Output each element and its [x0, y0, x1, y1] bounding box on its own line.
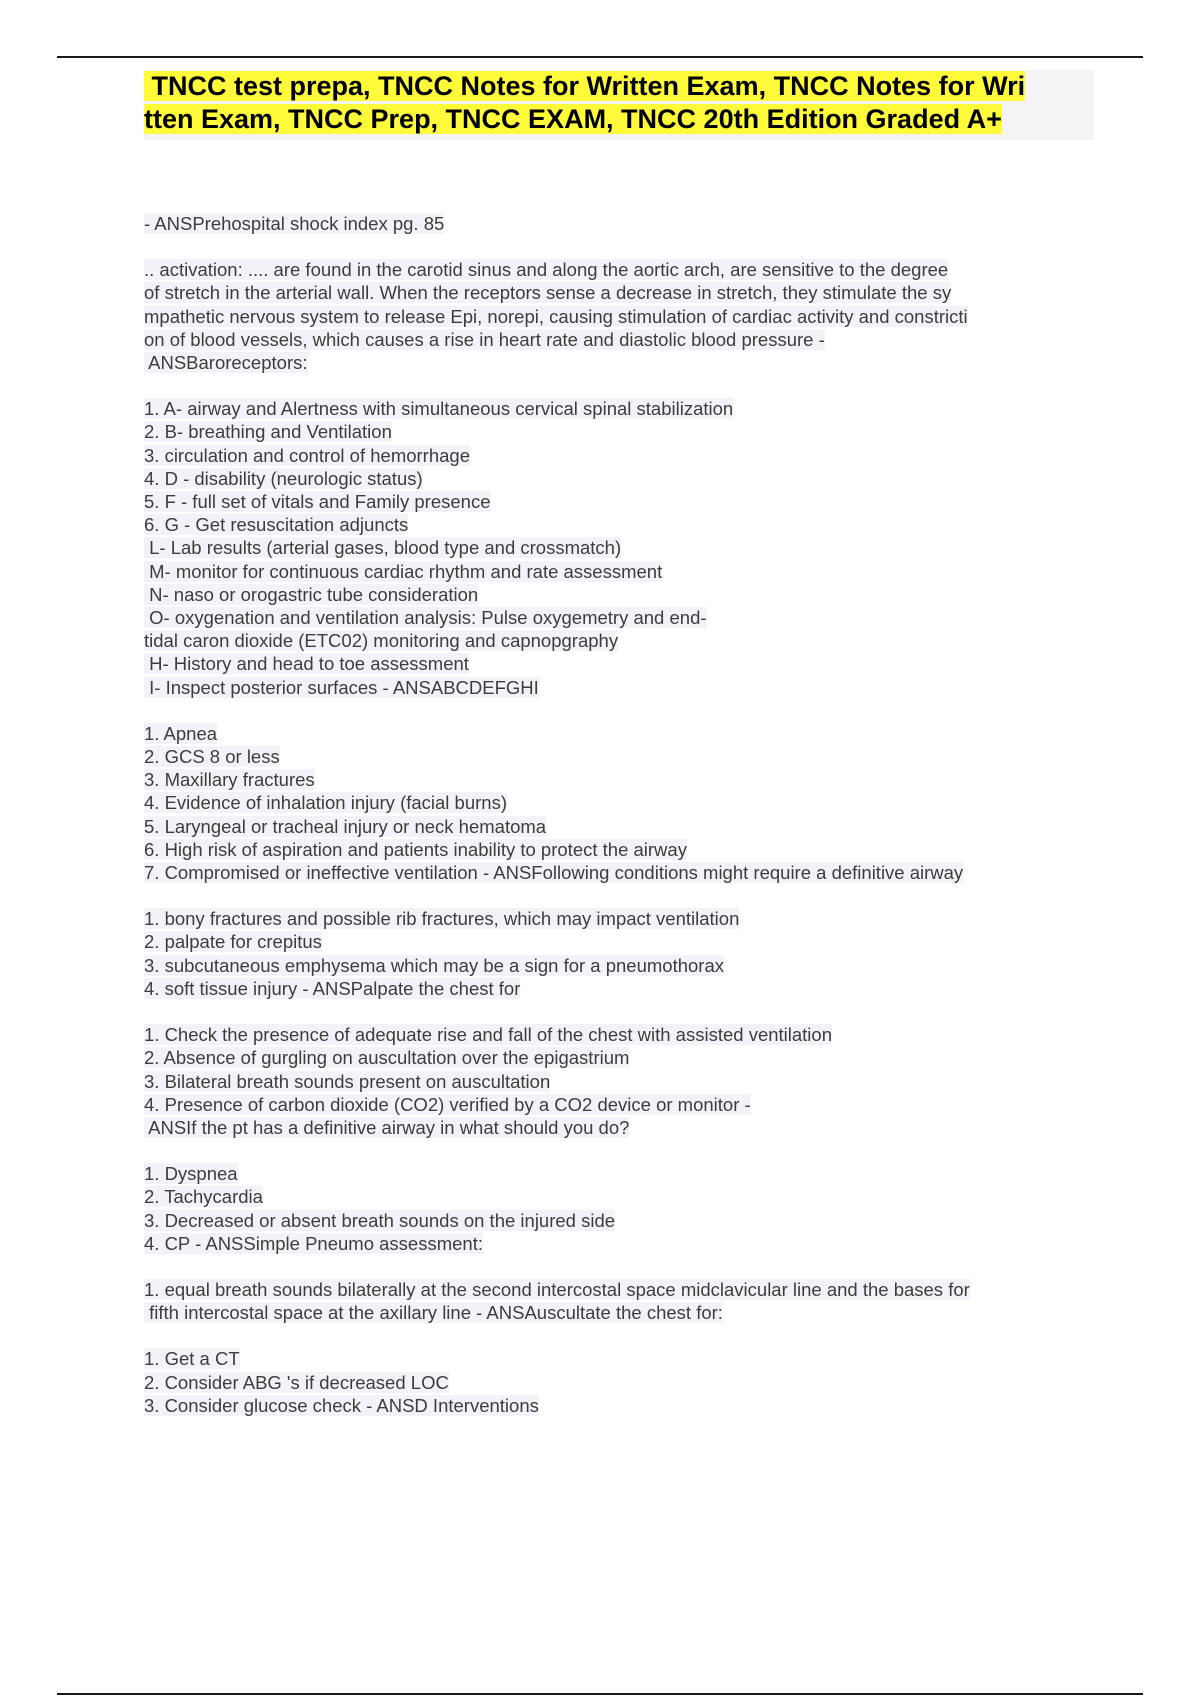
- text-line: 3. Consider glucose check - ANSD Interventions: [144, 1394, 539, 1416]
- text-line: mpathetic nervous system to release Epi, norepi, causing stimulation of cardiac activity and constricti: [144, 305, 968, 327]
- text-line: M- monitor for continuous cardiac rhythm and rate assessment: [144, 560, 663, 582]
- text-line: 5. F - full set of vitals and Family presence: [144, 491, 491, 513]
- document-title: [144, 70, 1094, 140]
- text-line: 1. bony fractures and possible rib fractures, which may impact ventilation: [144, 908, 740, 930]
- text-paragraph: [144, 1347, 1084, 1417]
- text-line: 2. B- breathing and Ventilation: [144, 421, 392, 443]
- text-paragraph: [144, 907, 1084, 1000]
- text-line: H- History and head to toe assessment: [144, 653, 469, 675]
- text-line: 2. GCS 8 or less: [144, 746, 280, 768]
- text-line: - ANSPrehospital shock index pg. 85: [144, 213, 445, 234]
- text-line: 6. G - Get resuscitation adjuncts: [144, 514, 409, 536]
- text-paragraph: [144, 722, 1084, 884]
- text-line: 3. circulation and control of hemorrhage: [144, 444, 470, 466]
- text-line: O- oxygenation and ventilation analysis: Pulse oxygemetry and end-: [144, 607, 707, 629]
- text-line: 1. Get a CT: [144, 1348, 240, 1370]
- text-line: 2. Tachycardia: [144, 1186, 263, 1208]
- text-paragraph: [144, 212, 1084, 235]
- text-paragraph: [144, 258, 1084, 374]
- text-line: 2. Absence of gurgling on auscultation over the epigastrium: [144, 1047, 630, 1069]
- title-line: tten Exam, TNCC Prep, TNCC EXAM, TNCC 20th Edition Graded A+: [144, 104, 1002, 134]
- text-line: 2. Consider ABG 's if decreased LOC: [144, 1371, 449, 1393]
- text-line: 4. Presence of carbon dioxide (CO2) verified by a CO2 device or monitor -: [144, 1093, 751, 1115]
- text-line: 1. A- airway and Alertness with simultaneous cervical spinal stabilization: [144, 398, 734, 420]
- text-line: 5. Laryngeal or tracheal injury or neck hematoma: [144, 815, 547, 837]
- text-line: 4. D - disability (neurologic status): [144, 467, 423, 489]
- text-line: I- Inspect posterior surfaces - ANSABCDEFGHI: [144, 676, 539, 698]
- text-line: 4. Evidence of inhalation injury (facial burns): [144, 792, 507, 814]
- text-line: 1. Dyspnea: [144, 1163, 238, 1185]
- text-line: 7. Compromised or ineffective ventilation - ANSFollowing conditions might require a definitive airway: [144, 862, 964, 884]
- text-paragraph: [144, 397, 1084, 699]
- text-paragraph: [144, 1023, 1084, 1139]
- text-line: ANSIf the pt has a definitive airway in what should you do?: [144, 1116, 630, 1138]
- text-line: 3. subcutaneous emphysema which may be a sign for a pneumothorax: [144, 954, 724, 976]
- document-body: [144, 212, 1084, 1440]
- text-line: 6. High risk of aspiration and patients inability to protect the airway: [144, 838, 687, 860]
- text-line: L- Lab results (arterial gases, blood type and crossmatch): [144, 537, 622, 559]
- text-line: 2. palpate for crepitus: [144, 931, 322, 953]
- bottom-rule: [57, 1693, 1143, 1695]
- text-paragraph: [144, 1162, 1084, 1255]
- text-line: on of blood vessels, which causes a rise in heart rate and diastolic blood pressure -: [144, 328, 825, 350]
- text-line: 4. soft tissue injury - ANSPalpate the chest for: [144, 977, 521, 999]
- text-line: 3. Maxillary fractures: [144, 769, 315, 791]
- text-line: 1. Check the presence of adequate rise and fall of the chest with assisted ventilation: [144, 1024, 832, 1046]
- text-line: 1. equal breath sounds bilaterally at the second intercostal space midclavicular line and the bases for: [144, 1278, 970, 1300]
- text-line: 1. Apnea: [144, 722, 218, 744]
- text-line: tidal caron dioxide (ETC02) monitoring and capnopgraphy: [144, 630, 619, 652]
- text-line: fifth intercostal space at the axillary line - ANSAuscultate the chest for:: [144, 1302, 723, 1324]
- text-paragraph: [144, 1278, 1084, 1324]
- text-line: 4. CP - ANSSimple Pneumo assessment:: [144, 1232, 483, 1254]
- text-line: of stretch in the arterial wall. When the receptors sense a decrease in stretch, they stimulate the sy: [144, 282, 952, 304]
- text-line: 3. Decreased or absent breath sounds on the injured side: [144, 1209, 616, 1231]
- title-line: TNCC test prepa, TNCC Notes for Written Exam, TNCC Notes for Wri: [144, 71, 1026, 101]
- text-line: ANSBaroreceptors:: [144, 352, 308, 374]
- text-line: 3. Bilateral breath sounds present on auscultation: [144, 1070, 551, 1092]
- top-rule: [57, 56, 1143, 58]
- text-line: .. activation: .... are found in the carotid sinus and along the aortic arch, are sensitive to the degree: [144, 259, 949, 281]
- text-line: N- naso or orogastric tube consideration: [144, 583, 479, 605]
